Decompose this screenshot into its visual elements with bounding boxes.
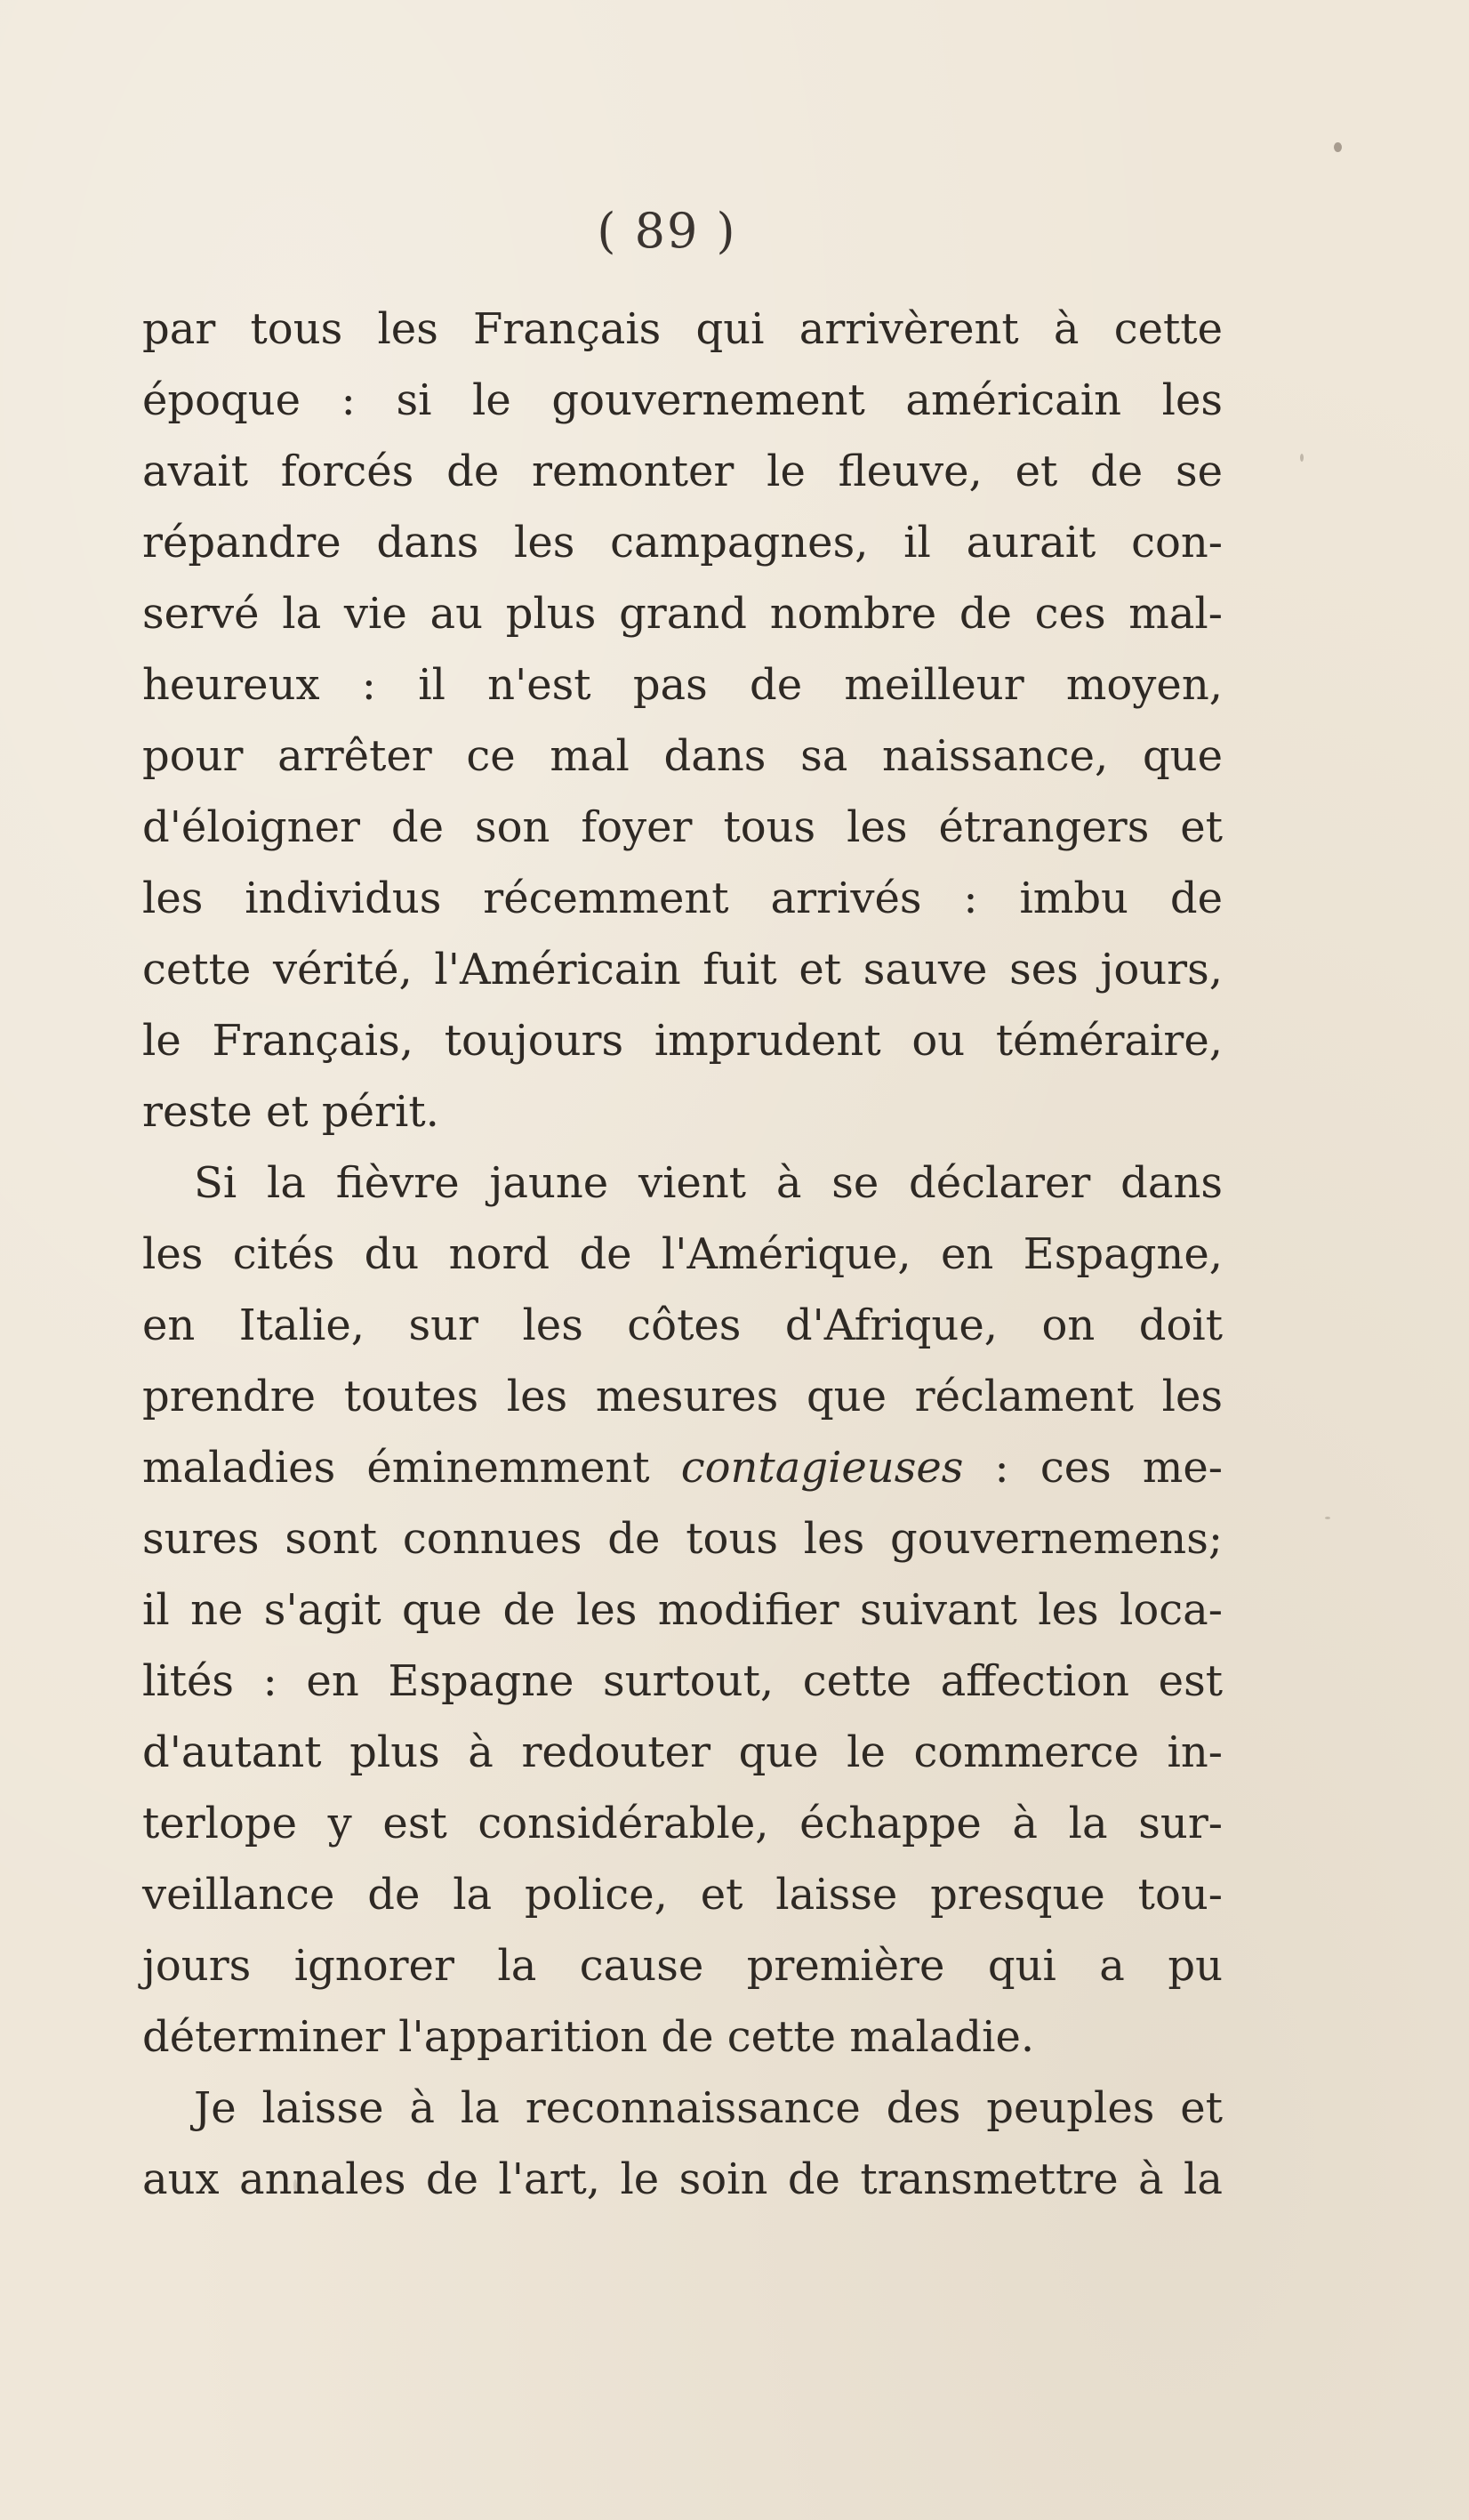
paper-speck <box>1334 142 1342 152</box>
text-line: prendre toutes les mesures que réclament les <box>142 1372 1223 1421</box>
text-line: avait forcés de remonter le fleuve, et de se <box>142 447 1223 496</box>
text-line: d'autant plus à redouter que le commerce in- <box>142 1727 1223 1777</box>
text-line: d'éloigner de son foyer tous les étrangers et <box>142 802 1223 852</box>
text-line: cette vérité, l'Américain fuit et sauve ses jours, <box>142 945 1223 994</box>
paper-speck <box>1325 1517 1330 1519</box>
paper-speck <box>293 2179 297 2192</box>
text-line: servé la vie au plus grand nombre de ces mal- <box>142 589 1223 639</box>
text-line: aux annales de l'art, le soin de transmettre à la <box>142 2154 1223 2204</box>
text-line: reste et périt. <box>142 1087 439 1137</box>
text-line: répandre dans les campagnes, il aurait con- <box>142 518 1223 568</box>
text-line: déterminer l'apparition de cette maladie. <box>142 2012 1035 2062</box>
page-number: ( 89 ) <box>597 203 737 259</box>
text-line: jours ignorer la cause première qui a pu <box>142 1941 1223 1991</box>
paper-speck <box>1300 454 1304 462</box>
text-line: les individus récemment arrivés : imbu de <box>142 874 1223 923</box>
text-line: le Français, toujours imprudent ou téméraire, <box>142 1016 1223 1066</box>
text-line: lités : en Espagne surtout, cette affection est <box>142 1656 1223 1706</box>
text-line: Si la fièvre jaune vient à se déclarer dans <box>194 1158 1223 1208</box>
text-line: maladies éminemment contagieuses : ces me- <box>142 1443 1224 1493</box>
body-text <box>142 294 1223 2215</box>
text-line: époque : si le gouvernement américain les <box>142 375 1223 425</box>
text-line: terlope y est considérable, échappe à la sur- <box>142 1799 1223 1848</box>
text-line: par tous les Français qui arrivèrent à cette <box>142 304 1223 354</box>
text-line: veillance de la police, et laisse presque tou- <box>142 1870 1223 1920</box>
text-line: en Italie, sur les côtes d'Afrique, on doit <box>142 1300 1223 1350</box>
text-line: les cités du nord de l'Amérique, en Espagne, <box>142 1229 1223 1279</box>
text-line: Je laisse à la reconnaissance des peuples et <box>194 2083 1223 2133</box>
text-line: il ne s'agit que de les modifier suivant les loca- <box>142 1585 1223 1635</box>
text-line: pour arrêter ce mal dans sa naissance, que <box>142 731 1223 781</box>
text-line: heureux : il n'est pas de meilleur moyen, <box>142 660 1223 710</box>
text-line: sures sont connues de tous les gouvernemens; <box>142 1514 1223 1564</box>
italic-word: contagieuses <box>680 1443 964 1493</box>
